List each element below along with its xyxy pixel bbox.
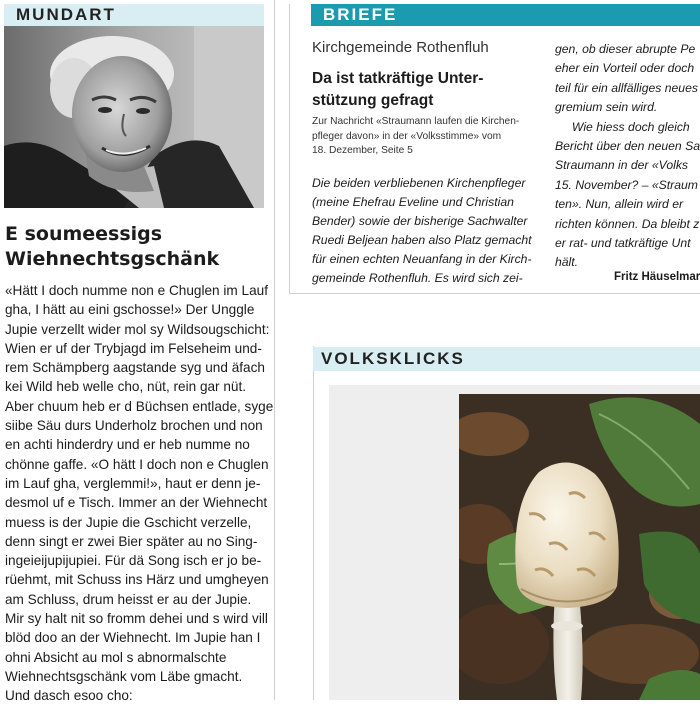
- body-line: Jupie verzellt wider mol sy Wildsougschicht:: [5, 321, 270, 337]
- body-line: Straumann in der «Volks: [555, 158, 689, 173]
- body-line: chönne gaffe. «O hätt I doch non e Chuglen: [5, 456, 269, 472]
- body-line: rem Schämpberg aagstande syg und äfach: [5, 360, 265, 376]
- body-line: eher ein Vorteil oder doch: [555, 61, 695, 76]
- briefe-box-border-left: [289, 4, 290, 294]
- body-line: er rat- und tatkräftige Unt: [555, 236, 691, 251]
- body-line: ten». Nun, allein wird er: [555, 197, 684, 212]
- briefe-box-border-bottom: [289, 293, 700, 294]
- letter-headline: [312, 68, 542, 112]
- body-line: gen, ob dieser abrupte Pe: [555, 42, 696, 56]
- body-line: (meine Ehefrau Eveline und Christian: [312, 195, 514, 209]
- body-line: richten können. Da bleibt z: [555, 216, 700, 231]
- mushroom-photo: [459, 394, 700, 700]
- headline-line: Da ist tatkräftige Unter-: [312, 70, 484, 87]
- volksklicks-section-label: VOLKSKLICKS: [313, 347, 700, 371]
- body-line: 15. November? – «Straum: [555, 177, 698, 192]
- body-line: im Lauf gha, verglemmi!», haut er denn je-: [5, 475, 261, 491]
- briefe-section-label: BRIEFE: [311, 4, 700, 26]
- reference-line: Zur Nachricht «Straumann laufen die Kirchen-: [312, 116, 520, 127]
- body-line: hält.: [555, 255, 579, 270]
- headline-line: stützung gefragt: [312, 92, 434, 109]
- body-line: Und dasch esoo cho:: [5, 688, 133, 704]
- letter-signature: Fritz Häuselmar: [614, 271, 700, 283]
- author-portrait: [4, 26, 264, 208]
- body-line: denn singt er zwei Bier später au no Sing-: [5, 533, 258, 549]
- body-line: Wien er uf der Trybjagd im Felseheim und-: [5, 340, 262, 356]
- mushroom-image: [459, 394, 700, 700]
- body-line: siibe Säu durs Underholz brochen und non: [5, 418, 263, 434]
- mundart-column: [0, 0, 274, 704]
- body-line: blöd doo an der Wiehnecht. Im Jupie han I: [5, 630, 261, 646]
- body-line: für einen echten Neuanfang in der Kirch-: [312, 252, 532, 266]
- headline-line: E soumeessigs: [5, 223, 163, 245]
- body-line: Wie hiess doch gleich: [555, 119, 690, 134]
- volksklicks-box-border-left: [313, 346, 314, 700]
- body-line: ingeieijupijupiei. Für dä Song isch er jo be-: [5, 553, 262, 569]
- body-line: gemeinde Rothenfluh. Es wird sich zei-: [312, 271, 523, 285]
- letter-kicker: Kirchgemeinde Rothenfluh: [312, 39, 489, 56]
- body-line: muess is der Jupie die Gschicht verzelle,: [5, 514, 252, 530]
- body-line: ohni Absicht au mol s abnormalschte: [5, 649, 227, 665]
- mundart-headline: [5, 222, 265, 272]
- body-line: gha, I hätt au eini gschosse!» Der Unggle: [5, 302, 255, 318]
- body-line: Die beiden verbliebenen Kirchenpfleger: [312, 176, 526, 190]
- body-line: «Hätt I doch numme non e Chuglen im Lauf: [5, 283, 268, 298]
- letter-body-col2: [555, 40, 700, 273]
- body-line: Ruedi Beljean haben also Platz gemacht: [312, 233, 532, 247]
- body-line: rüehmt, mit Schuss ins Härz und umgheyen: [5, 572, 269, 588]
- body-line: Bender) sowie der bisherige Sachwalter: [312, 214, 528, 228]
- letter-reference: [312, 115, 519, 159]
- body-line: en achti hinderdry und er heb numme no: [5, 437, 250, 453]
- body-line: Wiehnechtsgschänk vom Läbe gmacht.: [5, 668, 243, 684]
- body-line: desmol uf e Tisch. Immer an der Wiehnecht: [5, 495, 268, 511]
- body-line: kei Wild heb welle cho, nüt, rein gar nüt.: [5, 379, 247, 395]
- body-line: am Schluss, drum heisst er au der Jupie.: [5, 591, 252, 607]
- reference-line: pfleger davon» in der «Volksstimme» vom: [312, 130, 502, 142]
- column-divider: [274, 0, 275, 700]
- mundart-section-label: MUNDART: [4, 4, 264, 26]
- letter-body-col1: [312, 174, 532, 288]
- reference-line: 18. Dezember, Seite 5: [312, 145, 413, 157]
- portrait-image: [4, 26, 264, 208]
- body-line: teil für ein allfälliges neues: [555, 80, 698, 95]
- mundart-body-text: [5, 281, 274, 706]
- body-line: Mir sy halt nit so fromm dehei und s wird vill: [5, 611, 268, 627]
- headline-line: Wiehnechtsgschänk: [5, 248, 220, 270]
- body-line: Aber chuum heb er d Büchsen entlade, syge: [5, 398, 274, 414]
- body-line: gremium sein wird.: [555, 100, 658, 115]
- body-line: Bericht über den neuen Sa: [555, 139, 700, 154]
